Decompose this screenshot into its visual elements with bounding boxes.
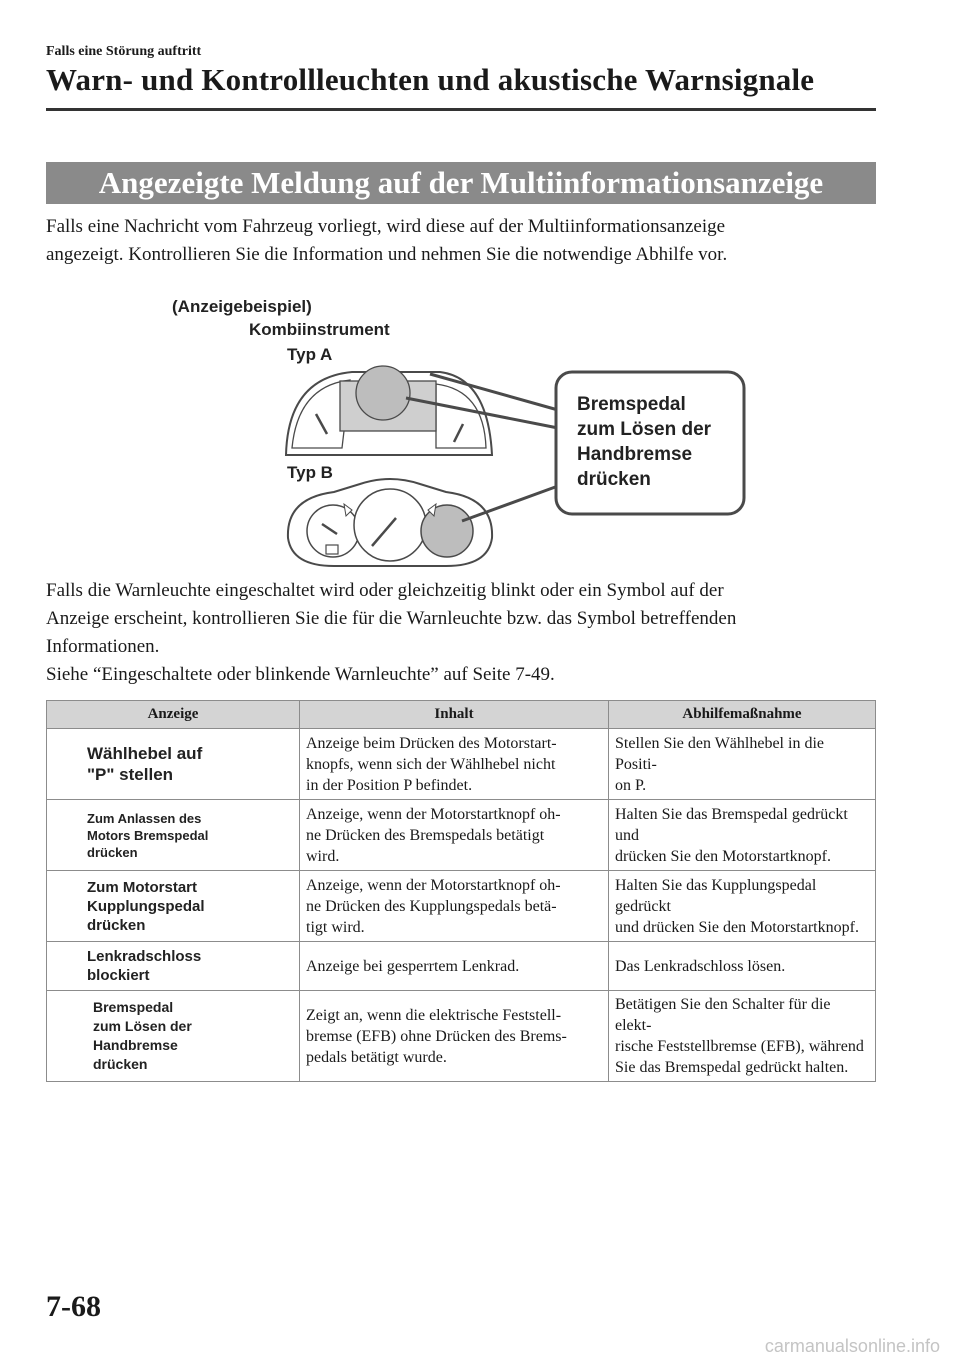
page-number: 7-68 [46,1290,101,1323]
watermark[interactable]: carmanualsonline.info [764,1336,940,1356]
display-line: "P" stellen [87,765,174,784]
action-line: drücken Sie den Motorstartknopf. [615,847,831,865]
column-header-display: Anzeige [47,701,300,729]
display-line: blockiert [87,967,150,984]
display-line: Wählhebel auf [87,744,203,763]
table-header-row [47,701,876,729]
column-header-content: Inhalt [300,701,609,729]
action-line: Betätigen Sie den Schalter für die elekt- [615,996,831,1034]
action-cell [609,871,876,942]
content-cell [300,800,609,871]
table-row [47,729,876,800]
cluster-type-b [288,479,492,566]
action-line: on P. [615,776,647,794]
action-cell [609,729,876,800]
display-cell [47,729,300,800]
running-header: Falls eine Störung auftritt [46,44,202,59]
display-message [87,947,293,985]
body-line: Anzeige erscheint, kontrollieren Sie die für die Warnleuchte bzw. das Symbol betreffenden [46,608,737,629]
callout-line: Handbremse [577,444,693,465]
action-line: Halten Sie das Bremspedal gedrückt und [615,805,848,844]
table-row [47,942,876,991]
content-line: knopfs, wenn sich der Wählhebel nicht [306,755,556,773]
display-message [87,743,293,785]
content-line: Anzeige, wenn der Motorstartknopf oh- [306,805,561,823]
content-line: pedals betätigt wurde. [306,1048,447,1066]
body-line: Siehe “Eingeschaltete oder blinkende Warnleuchte” auf Seite 7-49. [46,664,555,685]
display-cell [47,991,300,1082]
content-line: ne Drücken des Kupplungspedals betä- [306,897,557,915]
action-line: Halten Sie das Kupplungspedal gedrückt [615,876,817,915]
content-cell [300,729,609,800]
callout-line: zum Lösen der [577,419,712,440]
table-row [47,991,876,1082]
display-cell [47,800,300,871]
display-cell [47,871,300,942]
action-line: und drücken Sie den Motorstartknopf. [615,918,859,936]
content-line: in der Position P befindet. [306,776,473,794]
content-line: Anzeige beim Drücken des Motorstart- [306,734,557,752]
intro-line: Falls eine Nachricht vom Fahrzeug vorliegt, wird diese auf der Multiinformationsanzeige [46,216,726,237]
table-row [47,871,876,942]
action-cell [609,800,876,871]
action-line: rische Feststellbremse (EFB), während [615,1038,864,1055]
body-paragraph [46,577,876,689]
display-message [87,810,293,861]
display-line: drücken [87,844,138,860]
example-label: (Anzeigebeispiel) [172,297,312,316]
content-line: Anzeige bei gesperrtem Lenkrad. [306,957,520,975]
type-a-label: Typ A [287,345,333,364]
callout-line: drücken [577,469,651,490]
display-line: Bremspedal [93,999,174,1015]
body-line: Informationen. [46,636,160,657]
intro-line: angezeigt. Kontrollieren Sie die Information und nehmen Sie die notwendige Abhilfe vor. [46,244,728,265]
content-line: tigt wird. [306,918,365,936]
display-line: Kupplungspedal [87,897,205,915]
display-line: Motors Bremspedal [87,827,209,843]
chapter-title: Warn- und Kontrollleuchten und akustische Warnsignale [46,62,815,97]
column-header-action: Abhilfemaßnahme [609,701,876,729]
content-line: Zeigt an, wenn die elektrische Feststell- [306,1006,562,1024]
action-line: Stellen Sie den Wählhebel in die Positi- [615,734,824,773]
instrument-cluster-figure [0,0,960,600]
display-line: Zum Motorstart [87,878,197,896]
type-b-label: Typ B [287,463,333,482]
display-line: drücken [93,1056,148,1072]
content-cell [300,871,609,942]
display-cell [47,942,300,991]
display-line: Zum Anlassen des [87,810,202,826]
content-line: ne Drücken des Bremspedals betätigt [306,826,545,844]
body-line: Falls die Warnleuchte eingeschaltet wird oder gleichzeitig blinkt oder ein Symbol auf der [46,580,724,601]
callout-message [577,392,711,492]
callout-line: Bremspedal [577,394,686,415]
message-table [46,700,876,1082]
display-message [87,878,293,935]
instrument-label: Kombiinstrument [249,320,390,339]
action-cell [609,942,876,991]
display-line: zum Lösen der [93,1018,192,1034]
action-line: Sie das Bremspedal gedrückt halten. [615,1059,849,1076]
content-cell [300,991,609,1082]
table-row [47,800,876,871]
action-cell [609,991,876,1082]
content-cell [300,942,609,991]
content-line: wird. [306,847,340,865]
display-line: Handbremse [93,1037,178,1053]
content-line: Anzeige, wenn der Motorstartknopf oh- [306,876,561,894]
content-line: bremse (EFB) ohne Drücken des Brems- [306,1027,567,1045]
display-message [93,998,293,1074]
action-line: Das Lenkradschloss lösen. [615,957,786,975]
section-title: Angezeigte Meldung auf der Multiinformationsanzeige [98,165,824,200]
cluster-type-a [286,366,492,455]
display-line: drücken [87,916,146,934]
display-line: Lenkradschloss [87,948,202,965]
